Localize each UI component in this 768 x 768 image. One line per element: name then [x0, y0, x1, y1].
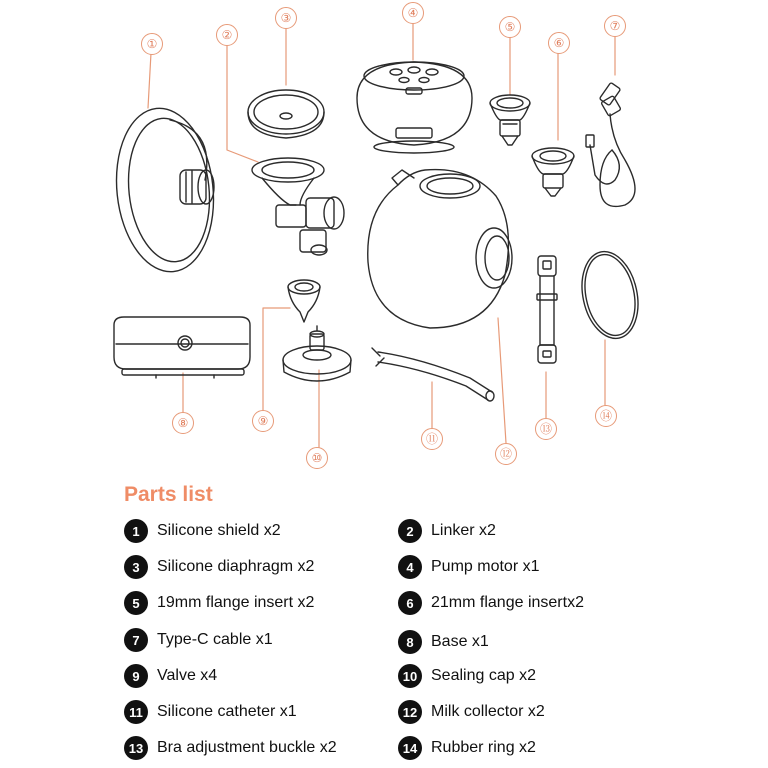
callout-6: ⑥ [548, 32, 570, 54]
part-item-3 [124, 554, 314, 580]
part-number-badge: 3 [124, 555, 148, 579]
part-label: Pump motor x1 [431, 558, 540, 575]
part-number-badge: 11 [124, 700, 148, 724]
callout-3: ③ [275, 7, 297, 29]
part-item-12 [398, 699, 545, 725]
silicone-shield-drawing [109, 103, 222, 276]
base-drawing [114, 317, 250, 378]
callout-4: ④ [402, 2, 424, 24]
sealing-cap-drawing [283, 326, 351, 381]
part-item-11 [124, 699, 297, 725]
leader-lines [148, 24, 615, 448]
part-item-5 [124, 590, 314, 616]
callout-14: ⑭ [595, 405, 617, 427]
part-label: Type-C cable x1 [157, 631, 273, 648]
part-number-badge: 8 [398, 630, 422, 654]
part-label: 19mm flange insert x2 [157, 594, 315, 611]
part-item-6 [398, 590, 584, 616]
linker-drawing [252, 158, 344, 255]
part-label: Rubber ring x2 [431, 739, 536, 756]
part-item-14 [398, 735, 536, 761]
part-label: Milk collector x2 [431, 703, 545, 720]
callout-7: ⑦ [604, 15, 626, 37]
part-label: Sealing cap x2 [431, 667, 536, 684]
parts-list-title: Parts list [124, 483, 213, 506]
part-label: Silicone diaphragm x2 [157, 558, 315, 575]
flange-insert-19mm-drawing [490, 95, 530, 145]
part-number-badge: 12 [398, 700, 422, 724]
part-item-9 [124, 663, 217, 689]
part-label: Valve x4 [157, 667, 218, 684]
part-item-10 [398, 663, 536, 689]
callout-13: ⑬ [535, 418, 557, 440]
part-number-badge: 14 [398, 736, 422, 760]
callout-9: ⑨ [252, 410, 274, 432]
part-number-badge: 2 [398, 519, 422, 543]
flange-insert-21mm-drawing [532, 148, 574, 196]
part-number-badge: 4 [398, 555, 422, 579]
part-item-8 [398, 629, 489, 655]
part-label: Base x1 [431, 633, 489, 650]
silicone-diaphragm-drawing [248, 90, 324, 138]
part-item-4 [398, 554, 539, 580]
rubber-ring-drawing [574, 246, 645, 343]
pump-motor-drawing [357, 62, 472, 153]
part-number-badge: 13 [124, 736, 148, 760]
type-c-cable-drawing [586, 82, 635, 206]
silicone-catheter-drawing [372, 348, 494, 401]
part-label: Linker x2 [431, 522, 496, 539]
part-label: 21mm flange insertx2 [431, 594, 584, 611]
part-number-badge: 9 [124, 664, 148, 688]
part-label: Bra adjustment buckle x2 [157, 739, 337, 756]
callout-11: ⑪ [421, 428, 443, 450]
part-item-7 [124, 627, 273, 653]
part-number-badge: 1 [124, 519, 148, 543]
callout-5: ⑤ [499, 16, 521, 38]
valve-drawing [288, 280, 320, 322]
part-number-badge: 7 [124, 628, 148, 652]
part-number-badge: 10 [398, 664, 422, 688]
callout-10: ⑩ [306, 447, 328, 469]
bra-buckle-drawing [537, 256, 557, 363]
part-label: Silicone catheter x1 [157, 703, 297, 720]
part-number-badge: 5 [124, 591, 148, 615]
part-label: Silicone shield x2 [157, 522, 281, 539]
milk-collector-drawing [368, 170, 512, 328]
callout-2: ② [216, 24, 238, 46]
part-item-13 [124, 735, 337, 761]
callout-8: ⑧ [172, 412, 194, 434]
callout-12: ⑫ [495, 443, 517, 465]
part-number-badge: 6 [398, 591, 422, 615]
part-item-2 [398, 518, 496, 544]
part-item-1 [124, 518, 281, 544]
callout-1: ① [141, 33, 163, 55]
